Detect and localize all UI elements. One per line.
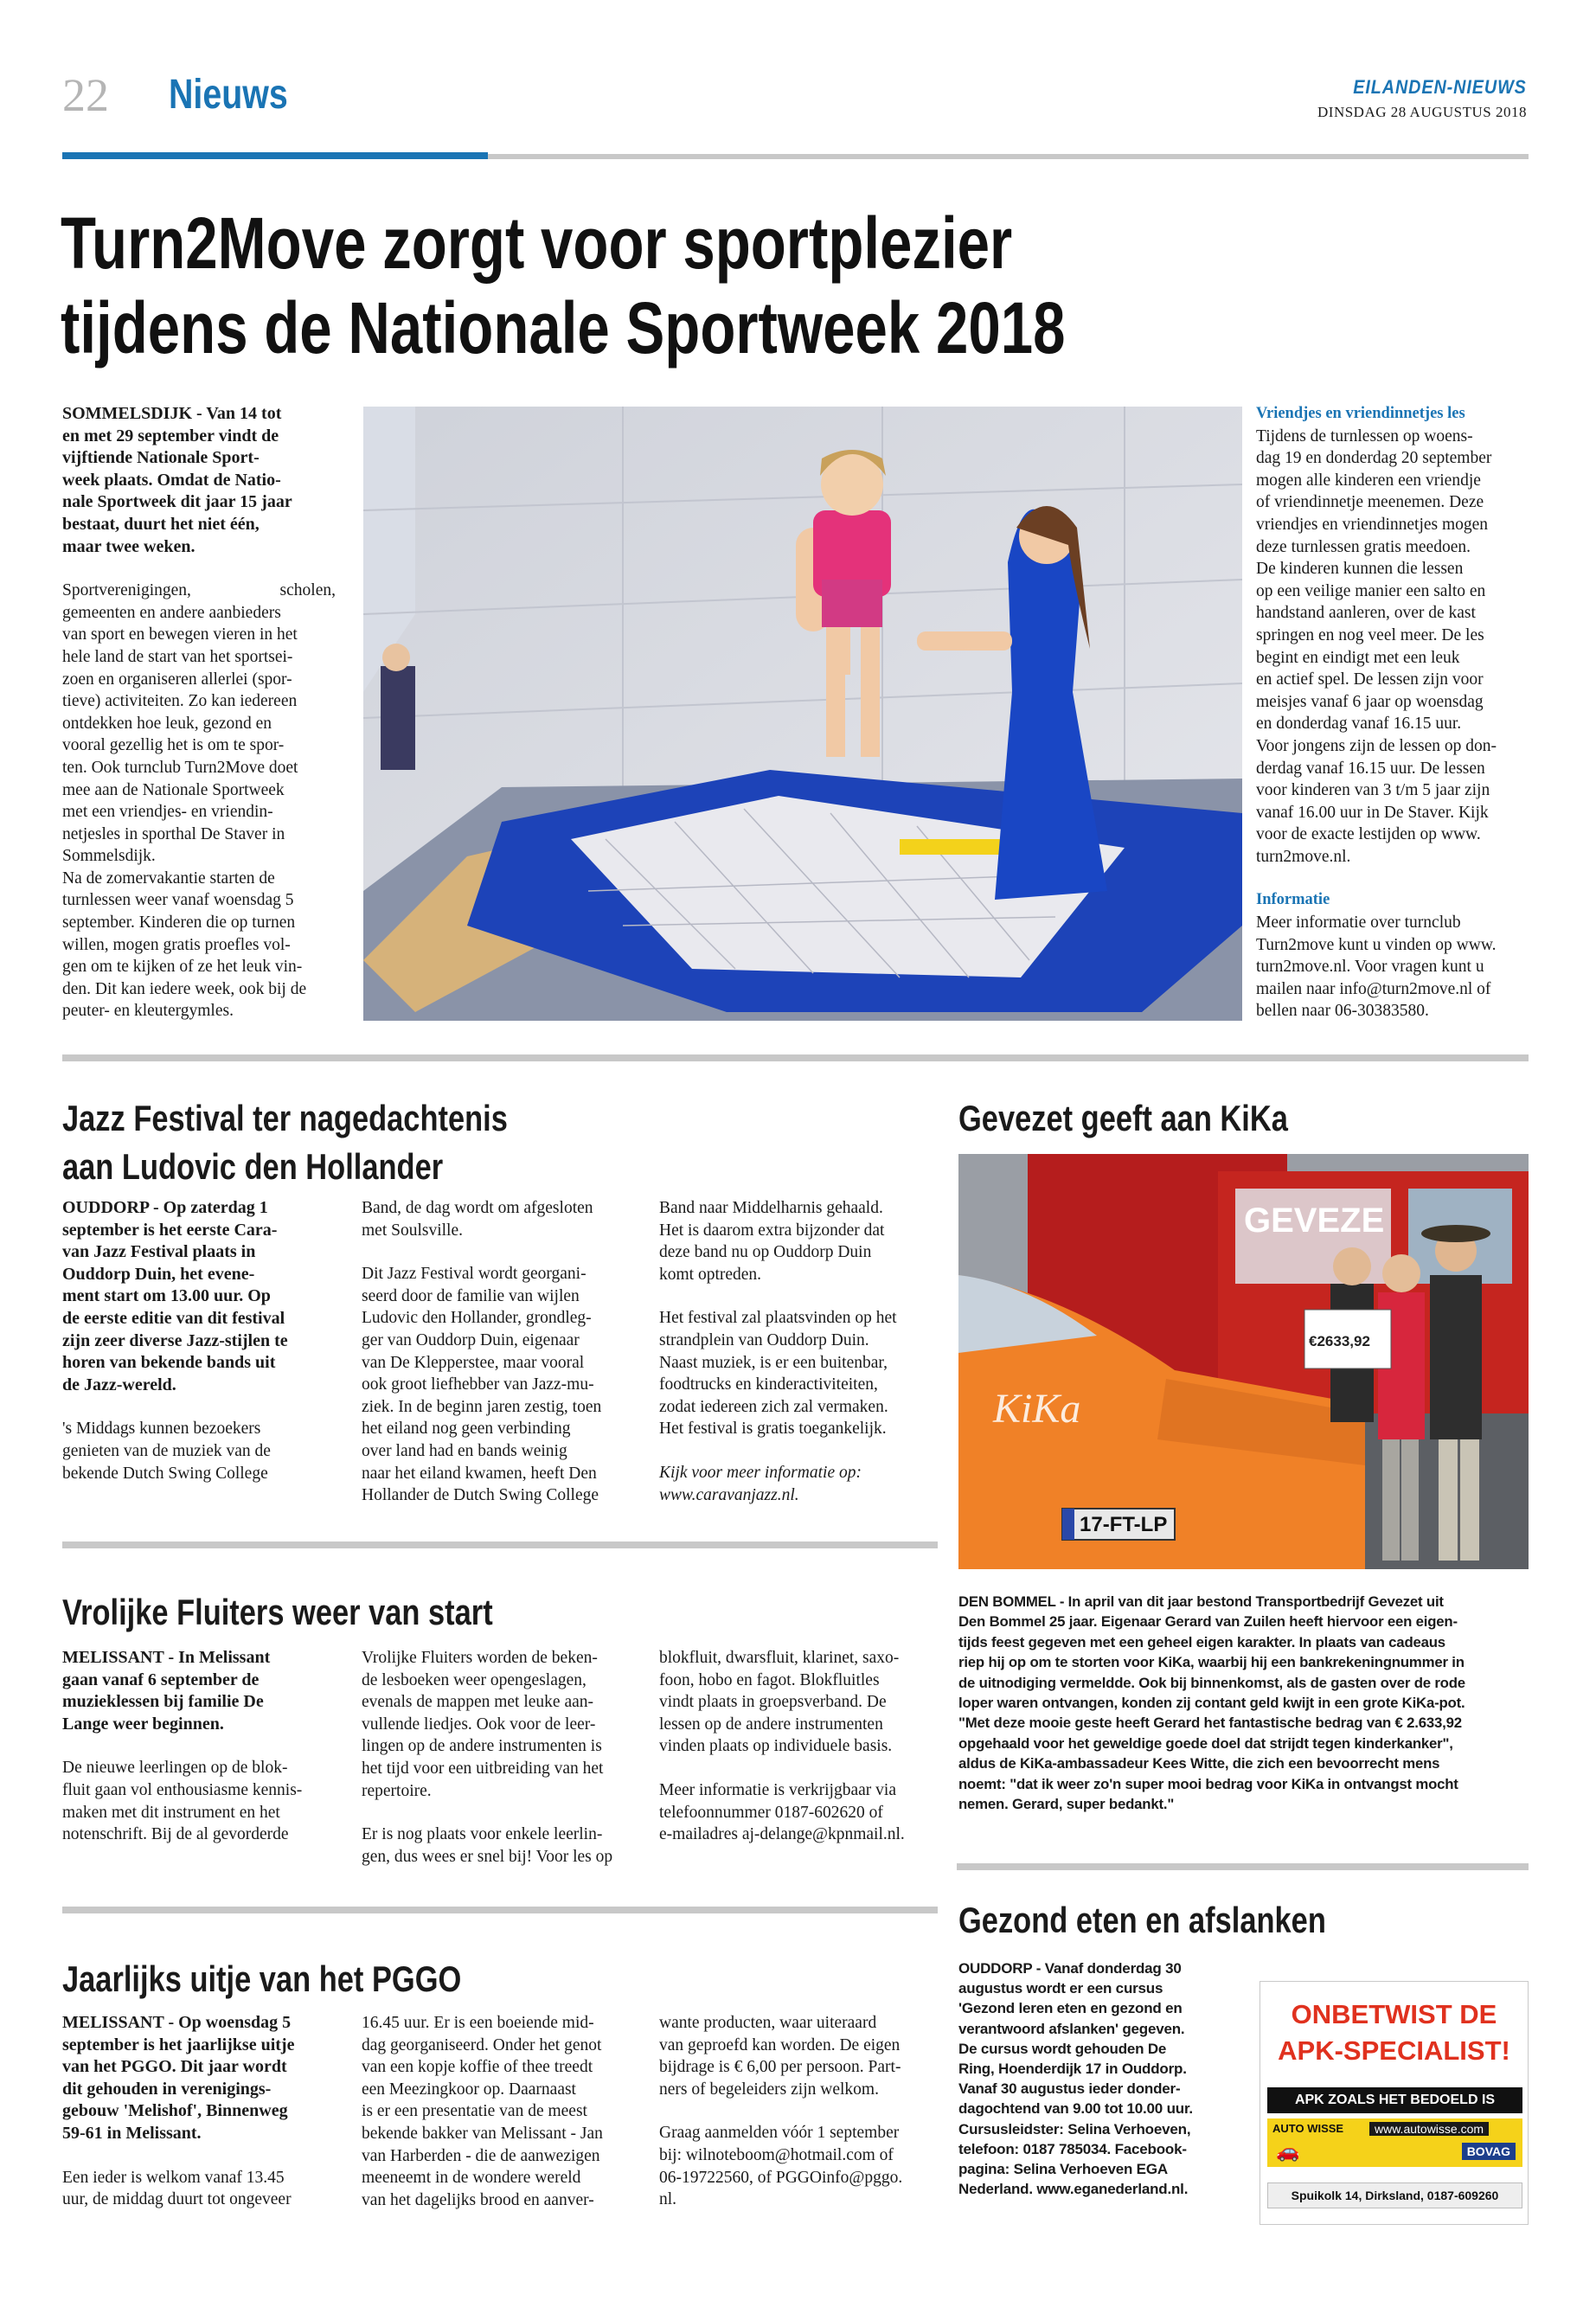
text-line: begint en eindigt met een leuk — [1256, 648, 1460, 667]
text-line: maken met dit instrument en het — [62, 1803, 280, 1822]
kika-cheque-amount: €2633,92 — [1309, 1333, 1370, 1349]
text-line: Sommelsdijk. — [62, 847, 156, 866]
text-line: handstand aanleren, over de kast — [1256, 604, 1476, 623]
text-line: bekende bakker van Melissant - Jan — [362, 2124, 603, 2143]
trampoline-photo-illustration — [363, 407, 1242, 1021]
divider-fluiters — [62, 1907, 938, 1913]
text-line: peuter- en kleutergymles. — [62, 1002, 234, 1021]
text-line: Nederland. www.eganederland.nl. — [958, 2181, 1189, 2198]
ad-headline-1: ONBETWIST DE — [1291, 1999, 1497, 2029]
auto-wisse-ad[interactable] — [1259, 1981, 1529, 2225]
text-line: gen, dus wees er snel bij! Voor les op — [362, 1847, 613, 1866]
jazz-column-1 — [62, 1197, 336, 1484]
sidebar-subhead-info: Informatie — [1256, 891, 1330, 909]
text-line: deze band nu op Ouddorp Duin — [659, 1243, 872, 1262]
text-line: strandplein van Ouddorp Duin. — [659, 1330, 869, 1349]
text-line: van een kopje koffie of thee treedt — [362, 2058, 593, 2077]
text-line: september. Kinderen die op turnen — [62, 913, 296, 933]
text-line: september is het jaarlijkse uitje — [62, 2035, 295, 2054]
header-rule-blue — [62, 152, 488, 159]
jazz-lead — [62, 1197, 336, 1396]
jazz-link[interactable]: www.caravanjazz.nl. — [659, 1485, 799, 1504]
main-column-1 — [62, 403, 336, 1022]
gezond-headline — [958, 1896, 1407, 1945]
text-line: springen en nog veel meer. De les — [1256, 625, 1484, 644]
text-line: Het festival is gratis toegankelijk. — [659, 1420, 887, 1439]
text-line: Graag aanmelden vóór 1 september — [659, 2124, 900, 2143]
pggo-column-3 — [659, 2012, 938, 2211]
text-line: is er een presentatie van de meest — [362, 2102, 587, 2121]
text-line: van Jazz Festival plaats in — [62, 1242, 256, 1262]
main-lead — [62, 403, 336, 558]
text-line: Vrolijke Fluiters worden de beken- — [362, 1649, 598, 1667]
text-line: Voor jongens zijn de lessen op don- — [1256, 736, 1497, 755]
ad-bovag: BOVAG — [1462, 2143, 1516, 2160]
text-line: dagochtend van 9.00 tot 10.00 uur. — [958, 2100, 1193, 2118]
text-line: van De Klepperstee, maar vooral — [362, 1353, 585, 1372]
text-line: bekende Dutch Swing College — [62, 1464, 268, 1483]
text-line: Het is daarom extra bijzonder dat — [659, 1221, 885, 1240]
truck-text: GEVEZE — [1244, 1202, 1385, 1240]
text-line: Band, de dag wordt om afgesloten — [362, 1199, 593, 1217]
text-line: ook groot liefhebber van Jazz-mu- — [362, 1375, 594, 1394]
ad-brand-row — [1267, 2118, 1522, 2167]
text-line: Een ieder is welkom vanaf 13.45 — [62, 2168, 285, 2187]
text-line: turn2move.nl. — [1256, 847, 1351, 866]
header-rule-gray — [488, 154, 1529, 159]
text-line: Hollander de Dutch Swing College — [362, 1486, 599, 1505]
page-number: 22 — [62, 69, 109, 121]
fluiters-column-3 — [659, 1647, 938, 1846]
kika-photo — [958, 1154, 1529, 1569]
text-line: het eiland nog geen verbinding — [362, 1420, 571, 1439]
text-line: e-mailadres aj-delange@kpnmail.nl. — [659, 1825, 905, 1844]
text-line: loper waren ontvangen, konden zij contant geld kwijt in een grote KiKa-pot. — [958, 1695, 1465, 1712]
kika-logo-on-van: KiKa — [993, 1386, 1081, 1432]
text-line: met Soulsville. — [362, 1221, 463, 1240]
main-headline-line1: Turn2Move zorgt voor sportplezier — [61, 202, 1013, 284]
text-line: genieten van de muziek van de — [62, 1441, 271, 1460]
kika-headline — [958, 1094, 1361, 1143]
text-line: SOMMELSDIJK - Van 14 tot — [62, 404, 282, 423]
text-line: Er is nog plaats voor enkele leerlin- — [362, 1825, 603, 1844]
pggo-column-2 — [362, 2012, 640, 2211]
main-headline-line2: tijdens de Nationale Sportweek 2018 — [61, 287, 1066, 369]
text-line: naar het eiland kwamen, heeft Den — [362, 1464, 597, 1483]
text-line: Band naar Middelharnis gehaald. — [659, 1199, 883, 1217]
text-line: dag georganiseerd. Onder het genot — [362, 2035, 602, 2054]
section-title: Nieuws — [169, 72, 288, 118]
text-line: lessen op de andere instrumenten — [659, 1715, 883, 1734]
text-line: ten. Ook turnclub Turn2Move doet — [62, 758, 298, 777]
text-line: 's Middags kunnen bezoekers — [62, 1420, 261, 1439]
text-line: komt optreden. — [659, 1265, 762, 1284]
text-line: vriendjes en vriendinnetjes mogen — [1256, 515, 1489, 534]
text-line: en actief spel. De lessen zijn voor — [1256, 670, 1484, 689]
text-line: van Harberden - die de aanwezigen — [362, 2146, 600, 2165]
text-line: netjesles in sporthal De Staver in — [62, 824, 285, 843]
text-line: nale Sportweek dit jaar 15 jaar — [62, 492, 292, 512]
text-line: MELISSANT - In Melissant — [62, 1648, 271, 1667]
sidebar-subhead-friends: Vriendjes en vriendinnetjes les — [1256, 405, 1465, 422]
text-line: blokfluit, dwarsfluit, klarinet, saxo- — [659, 1649, 900, 1667]
pggo-headline — [62, 1955, 549, 2003]
text-line: Dit Jazz Festival wordt georgani- — [362, 1265, 586, 1284]
text-line: Cursusleidster: Selina Verhoeven, — [958, 2120, 1191, 2138]
text-line: bijdrage is € 6,00 per persoon. Part- — [659, 2058, 901, 2077]
text-line: notenschrift. Bij de al gevorderde — [62, 1825, 289, 1844]
text-line: repertoire. — [362, 1781, 432, 1800]
fluiters-headline-text: Vrolijke Fluiters weer van start — [62, 1592, 493, 1632]
text-line: tijds feest gegeven met een geheel eigen karakter. In plaats van cadeaus — [958, 1633, 1445, 1650]
text-line: ger van Ouddorp Duin, eigenaar — [362, 1330, 580, 1349]
text-line: over land had en bands weinig — [362, 1441, 567, 1460]
fluiters-headline — [62, 1588, 587, 1637]
text-line: en donderdag vanaf 16.15 uur. — [1256, 715, 1462, 734]
pggo-column-1 — [62, 2012, 336, 2211]
text-line: mogen alle kinderen een vriendje — [1256, 471, 1481, 490]
text-line: nl. — [659, 2190, 677, 2209]
jazz-headline-line2: aan Ludovic den Hollander — [62, 1146, 444, 1187]
text-line: zoen en organiseren allerlei (spor- — [62, 670, 292, 689]
text-line: mailen naar info@turn2move.nl of — [1256, 979, 1491, 998]
text-line: Vanaf 30 augustus ieder donder- — [958, 2080, 1181, 2098]
text-line: fluit gaan vol enthousiasme kennis- — [62, 1780, 303, 1799]
text-line: hele land de start van het sportsei- — [62, 647, 293, 666]
fluiters-column-1 — [62, 1647, 336, 1846]
gezond-headline-text: Gezond eten en afslanken — [958, 1900, 1326, 1940]
text-line: De cursus wordt gehouden De — [958, 2040, 1167, 2057]
text-line: muzieklessen bij familie De — [62, 1692, 264, 1712]
text-line: willen, mogen gratis proefles vol- — [62, 935, 291, 954]
divider-jazz — [62, 1541, 938, 1548]
ad-url[interactable]: www.autowisse.com — [1369, 2122, 1489, 2136]
text-line: ziek. In de beginn jaren zestig, toen — [362, 1397, 602, 1416]
car-icon: 🚗 — [1276, 2140, 1300, 2162]
divider-kika-bottom — [957, 1863, 1529, 1870]
text-line: 16.45 uur. Er is een boeiende mid- — [362, 2014, 594, 2032]
fluiters-lead — [62, 1647, 336, 1735]
text-line: Meer informatie over turnclub — [1256, 913, 1461, 933]
text-line: maar twee weken. — [62, 536, 195, 556]
text-line: september is het eerste Cara- — [62, 1220, 278, 1240]
text-line: augustus wordt er een cursus — [958, 1980, 1163, 1997]
text-line: Sportverenigingen, scholen, — [62, 581, 336, 600]
text-line: een Meezingkoor op. Daarnaast — [362, 2080, 576, 2099]
text-line: de uitnodiging vermeldde. Ook bij binnenkomst, als de gasten over de rode — [958, 1674, 1465, 1691]
text-line: derdag vanaf 16.15 uur. De lessen — [1256, 759, 1485, 778]
jazz-headline — [62, 1094, 606, 1191]
kika-headline-text: Gevezet geeft aan KiKa — [958, 1098, 1288, 1138]
text-line: op een veilige manier een salto en — [1256, 581, 1486, 600]
divider-kika-top — [957, 1054, 1529, 1061]
text-line: riep hij op om te storten voor KiKa, waarbij hij een bankrekeningnummer in — [958, 1654, 1465, 1671]
text-line: voor kinderen van 3 t/m 5 jaar zijn — [1256, 781, 1490, 800]
jazz-headline-line1: Jazz Festival ter nagedachtenis — [62, 1098, 508, 1138]
text-line: Ludovic den Hollander, grondleg- — [362, 1309, 592, 1328]
text-line: 'Gezond leren eten en gezond en — [958, 2000, 1183, 2017]
text-line: van geproefd kan worden. De eigen — [659, 2035, 901, 2054]
licence-plate: 17-FT-LP — [1080, 1513, 1168, 1536]
text-line: Na de zomervakantie starten de — [62, 868, 275, 888]
text-line: De nieuwe leerlingen op de blok- — [62, 1759, 288, 1778]
text-line: Tijdens de turnlessen op woens- — [1256, 426, 1473, 445]
text-line: de eerste editie van dit festival — [62, 1308, 285, 1328]
text-line: voor de exacte lestijden op www. — [1256, 825, 1481, 844]
ad-address: Spuikolk 14, Dirksland, 0187-609260 — [1267, 2182, 1522, 2208]
text-line: Kijk voor meer informatie op: — [659, 1463, 862, 1482]
jazz-column-3 — [659, 1197, 938, 1506]
text-line: vullende liedjes. Ook voor de leer- — [362, 1715, 596, 1734]
text-line: zodat iedereen zich zal vermaken. — [659, 1397, 888, 1416]
publication-name: EILANDEN-NIEUWS — [1353, 76, 1527, 98]
text-line: vanaf 16.00 uur in De Staver. Kijk — [1256, 803, 1489, 822]
text-line: gebouw 'Melishof', Binnenweg — [62, 2101, 288, 2121]
fluiters-column-2 — [362, 1647, 640, 1868]
text-line: Meer informatie is verkrijgbaar via — [659, 1780, 896, 1799]
ad-headline-2: APK-SPECIALIST! — [1278, 2035, 1510, 2066]
pggo-headline-text: Jaarlijks uitje van het PGGO — [62, 1958, 462, 1999]
text-line: vindt plaats in groepsverband. De — [659, 1693, 887, 1712]
text-line: Den Bommel 25 jaar. Eigenaar Gerard van Zuilen heeft hiervoor een eigen- — [958, 1613, 1458, 1631]
text-line: seerd door de familie van wijlen — [362, 1286, 580, 1305]
text-line: van het dagelijks brood en aanver- — [362, 2190, 594, 2209]
text-line: lingen op de andere instrumenten is — [362, 1737, 602, 1756]
text-line: 59-61 in Melissant. — [62, 2123, 202, 2143]
text-line: bij: wilnoteboom@hotmail.com of — [659, 2145, 894, 2164]
text-line: foodtrucks en kinderactiviteiten, — [659, 1375, 878, 1394]
issue-date: DINSDAG 28 AUGUSTUS 2018 — [1317, 104, 1527, 120]
text-line: Lange weer beginnen. — [62, 1714, 224, 1734]
text-line: verantwoord afslanken' gegeven. — [958, 2020, 1185, 2037]
text-line: aldus de KiKa-ambassadeur Kees Witte, die zich een bevoorrecht mens — [958, 1755, 1440, 1772]
text-line: turnlessen weer vanaf woensdag 5 — [62, 891, 294, 910]
text-line: van het PGGO. Dit jaar wordt — [62, 2057, 287, 2077]
text-line: van sport en bewegen vieren in het — [62, 625, 298, 644]
ad-brand-name: AUTO WISSE — [1272, 2122, 1344, 2135]
text-line: turn2move.nl. Voor vragen kunt u — [1256, 958, 1484, 977]
text-line: mee aan de Nationale Sportweek — [62, 780, 285, 799]
text-line: Ouddorp Duin, het evene- — [62, 1264, 255, 1284]
text-line: 06-19722560, of PGGOinfo@pggo. — [659, 2168, 903, 2187]
text-line: zijn zeer diverse Jazz-stijlen te — [62, 1330, 288, 1350]
main-sidebar — [1256, 403, 1529, 1022]
trampoline-photo — [363, 407, 1242, 1021]
text-line: noemt: "dat ik weer zo'n super mooi bedrag voor KiKa in ontvangst mocht — [958, 1775, 1458, 1792]
text-line: foon, hobo en fagot. Blokfluitles — [659, 1670, 880, 1689]
text-line: vinden plaats op individuele basis. — [659, 1737, 893, 1756]
text-line: ment start om 13.00 uur. Op — [62, 1286, 271, 1306]
text-line: deze turnlessen gratis meedoen. — [1256, 537, 1471, 556]
text-line: OUDDORP - Op zaterdag 1 — [62, 1198, 268, 1217]
text-line: pagina: Selina Verhoeven EGA — [958, 2161, 1168, 2178]
text-line: ontdekken hoe leuk, gezond en — [62, 714, 272, 733]
text-line: "Met deze mooie geste heeft Gerard het fantastische bedrag van € 2.633,92 — [958, 1715, 1462, 1732]
text-line: evenals de mappen met leuke aan- — [362, 1693, 594, 1712]
text-line: DEN BOMMEL - In april van dit jaar bestond Transportbedrijf Gevezet uit — [958, 1593, 1444, 1610]
text-line: vijftiende Nationale Sport- — [62, 448, 260, 468]
text-line: meeneemt in de wondere wereld — [362, 2169, 581, 2188]
main-body — [62, 580, 336, 1022]
text-line: tieve) activiteiten. Zo kan iedereen — [62, 692, 298, 711]
kika-photo-illustration — [958, 1154, 1529, 1569]
text-line: Het festival zal plaatsvinden op het — [659, 1309, 897, 1328]
text-line: dit gehouden in verenigings- — [62, 2079, 272, 2099]
text-line: telefoonnummer 0187-602620 of — [659, 1803, 883, 1822]
text-line: Ring, Hoenderdijk 17 in Ouddorp. — [958, 2061, 1187, 2078]
gezond-body — [958, 1958, 1230, 2199]
pggo-lead — [62, 2012, 336, 2145]
text-line: OUDDORP - Vanaf donderdag 30 — [958, 1960, 1182, 1977]
text-line: of vriendinnetje meenemen. Deze — [1256, 493, 1484, 512]
masthead — [1215, 76, 1527, 99]
text-line: de Jazz-wereld. — [62, 1375, 176, 1394]
text-line: gen om te kijken of ze het leuk vin- — [62, 958, 303, 977]
text-line: gemeenten en andere aanbieders — [62, 603, 281, 622]
jazz-column-2 — [362, 1197, 640, 1507]
text-line: het tijd voor een uitbreiding van het — [362, 1759, 604, 1778]
text-line: de lesboeken weer opengeslagen, — [362, 1670, 586, 1689]
text-line: bellen naar 06-30383580. — [1256, 1002, 1429, 1021]
text-line: MELISSANT - Op woensdag 5 — [62, 2013, 292, 2032]
text-line: telefoon: 0187 785034. Facebook- — [958, 2140, 1187, 2157]
text-line: week plaats. Omdat de Natio- — [62, 470, 281, 490]
text-line: horen van bekende bands uit — [62, 1353, 276, 1373]
text-line: den. Dit kan iedere week, ook bij de — [62, 979, 307, 998]
text-line: nemen. Gerard, super bedankt." — [958, 1796, 1175, 1813]
text-line: Naast muziek, is er een buitenbar, — [659, 1353, 888, 1372]
text-line: met een vriendjes- en vriendin- — [62, 803, 273, 822]
kika-body — [958, 1592, 1529, 1814]
text-line: Turn2move kunt u vinden op www. — [1256, 935, 1497, 954]
text-line: gaan vanaf 6 september de — [62, 1670, 260, 1689]
text-line: wante producten, waar uiteraard — [659, 2014, 877, 2032]
text-line: dag 19 en donderdag 20 september — [1256, 449, 1492, 468]
text-line: opgehaald voor het geweldige goede doel dat strijdt tegen kinderkanker", — [958, 1734, 1453, 1752]
ad-slogan-bar: APK ZOALS HET BEDOELD IS — [1267, 2087, 1522, 2113]
text-line: meisjes vanaf 6 jaar op woensdag — [1256, 692, 1484, 711]
text-line: De kinderen kunnen die lessen — [1256, 560, 1464, 579]
text-line: bestaat, duurt het niet één, — [62, 514, 260, 534]
text-line: uur, de middag duurt tot ongeveer — [62, 2190, 292, 2209]
text-line: ners of begeleiders zijn welkom. — [659, 2080, 879, 2099]
text-line: en met 29 september vindt de — [62, 426, 279, 445]
main-headline — [61, 201, 1317, 370]
text-line: vooral gezellig het is om te spor- — [62, 736, 285, 755]
section-title-wrap — [169, 69, 314, 121]
